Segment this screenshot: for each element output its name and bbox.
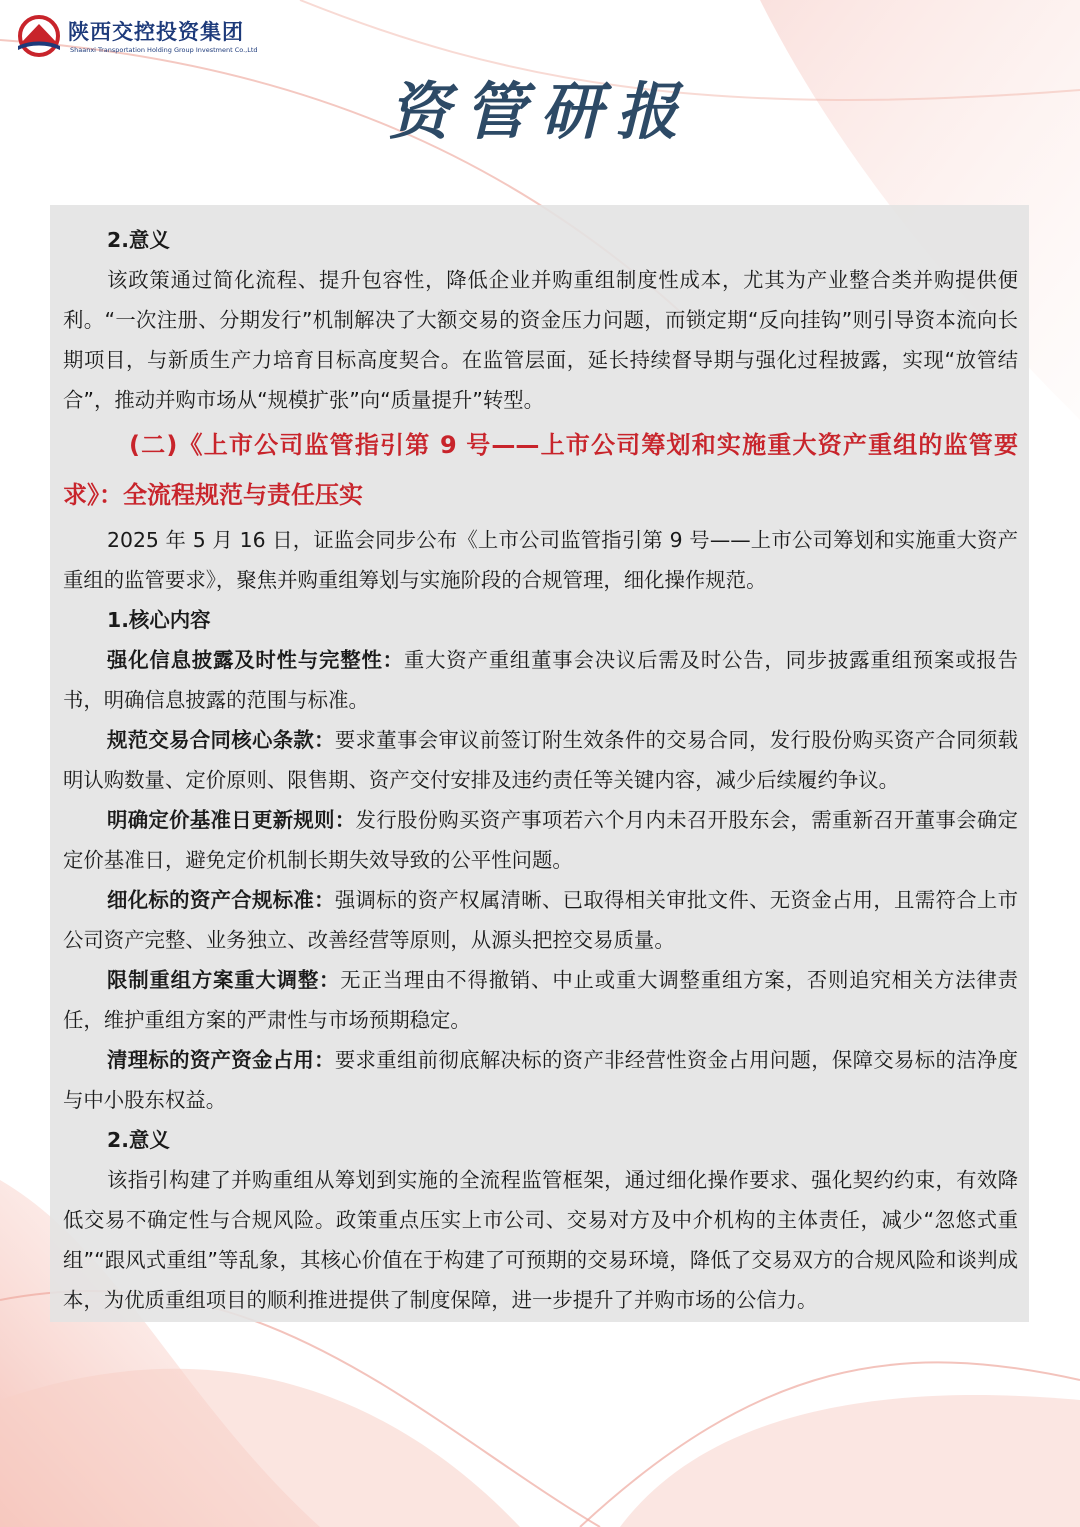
section-title: (二)《上市公司监管指引第 9 号——上市公司筹划和实施重大资产重组的监管要求》：全流程规范与责任压实 [63, 431, 1018, 509]
core-item-text: 要求重组前彻底解决标的资产非经营性资金占用问题，保障交易标的洁净度与中小股东权益。 [63, 1048, 1019, 1112]
significance-paragraph: 该政策通过简化流程、提升包容性，降低企业并购重组制度性成本，尤其为产业整合类并购提供便利。“一次注册、分期发行”机制解决了大额交易的资金压力问题，而锁定期“反向挂钩”则引导资本流向长期项目，与新质生产力培育目标高度契合。在监管层面，延长持续督导期与强化过程披露，实现“放管结合”，推动并购市场从“规模扩张”向“质量提升”转型。 [63, 268, 1018, 412]
core-item-lead: 限制重组方案重大调整： [107, 968, 341, 992]
company-logo [14, 14, 274, 62]
masthead-title: 资管研报 [387, 75, 692, 148]
core-item-lead: 细化标的资产合规标准： [107, 888, 335, 912]
core-content-heading: 1.核心内容 [107, 608, 211, 632]
core-item [63, 960, 1018, 1040]
core-item [63, 640, 1018, 720]
company-name-en: Shaanxi Transportation Holding Group Investment Co.,Ltd [70, 46, 258, 54]
article-body [63, 220, 1018, 1320]
core-item-text: 强调标的资产权属清晰、已取得相关审批文件、无资金占用，且需符合上市公司资产完整、业务独立、改善经营等原则，从源头把控交易质量。 [63, 888, 1019, 952]
core-item-lead: 规范交易合同核心条款： [107, 728, 335, 752]
section-intro-paragraph: 2025 年 5 月 16 日，证监会同步公布《上市公司监管指引第 9 号——上市公司筹划和实施重大资产重组的监管要求》，聚焦并购重组筹划与实施阶段的合规管理，细化操作规范。 [63, 528, 1018, 592]
core-item [63, 1040, 1018, 1120]
core-item [63, 800, 1018, 880]
core-item-lead: 清理标的资产资金占用： [107, 1048, 335, 1072]
company-logo-icon [14, 14, 64, 58]
core-item [63, 880, 1018, 960]
significance-heading: 2.意义 [107, 228, 170, 252]
significance-paragraph: 该指引构建了并购重组从筹划到实施的全流程监管框架，通过细化操作要求、强化契约约束，有效降低交易不确定性与合规风险。政策重点压实上市公司、交易对方及中介机构的主体责任，减少“忽悠式重组”“跟风式重组”等乱象，其核心价值在于构建了可预期的交易环境，降低了交易双方的合规风险和谈判成本，为优质重组项目的顺利推进提供了制度保障，进一步提升了并购市场的公信力。 [63, 1168, 1018, 1312]
core-item-text: 发行股份购买资产事项若六个月内未召开股东会，需重新召开董事会确定定价基准日，避免定价机制长期失效导致的公平性问题。 [63, 808, 1019, 872]
core-item-lead: 强化信息披露及时性与完整性： [107, 648, 404, 672]
core-item-text: 无正当理由不得撤销、中止或重大调整重组方案，否则追究相关方法律责任，维护重组方案的严肃性与市场预期稳定。 [63, 968, 1019, 1032]
company-name: 陕西交控投资集团 [68, 20, 244, 44]
core-item [63, 720, 1018, 800]
core-item-text: 要求董事会审议前签订附生效条件的交易合同，发行股份购买资产合同须载明认购数量、定价原则、限售期、资产交付安排及违约责任等关键内容，减少后续履约争议。 [63, 728, 1019, 792]
core-item-lead: 明确定价基准日更新规则： [107, 808, 356, 832]
significance-heading: 2.意义 [107, 1128, 170, 1152]
core-item-text: 重大资产重组董事会决议后需及时公告，同步披露重组预案或报告书，明确信息披露的范围与标准。 [63, 648, 1019, 712]
